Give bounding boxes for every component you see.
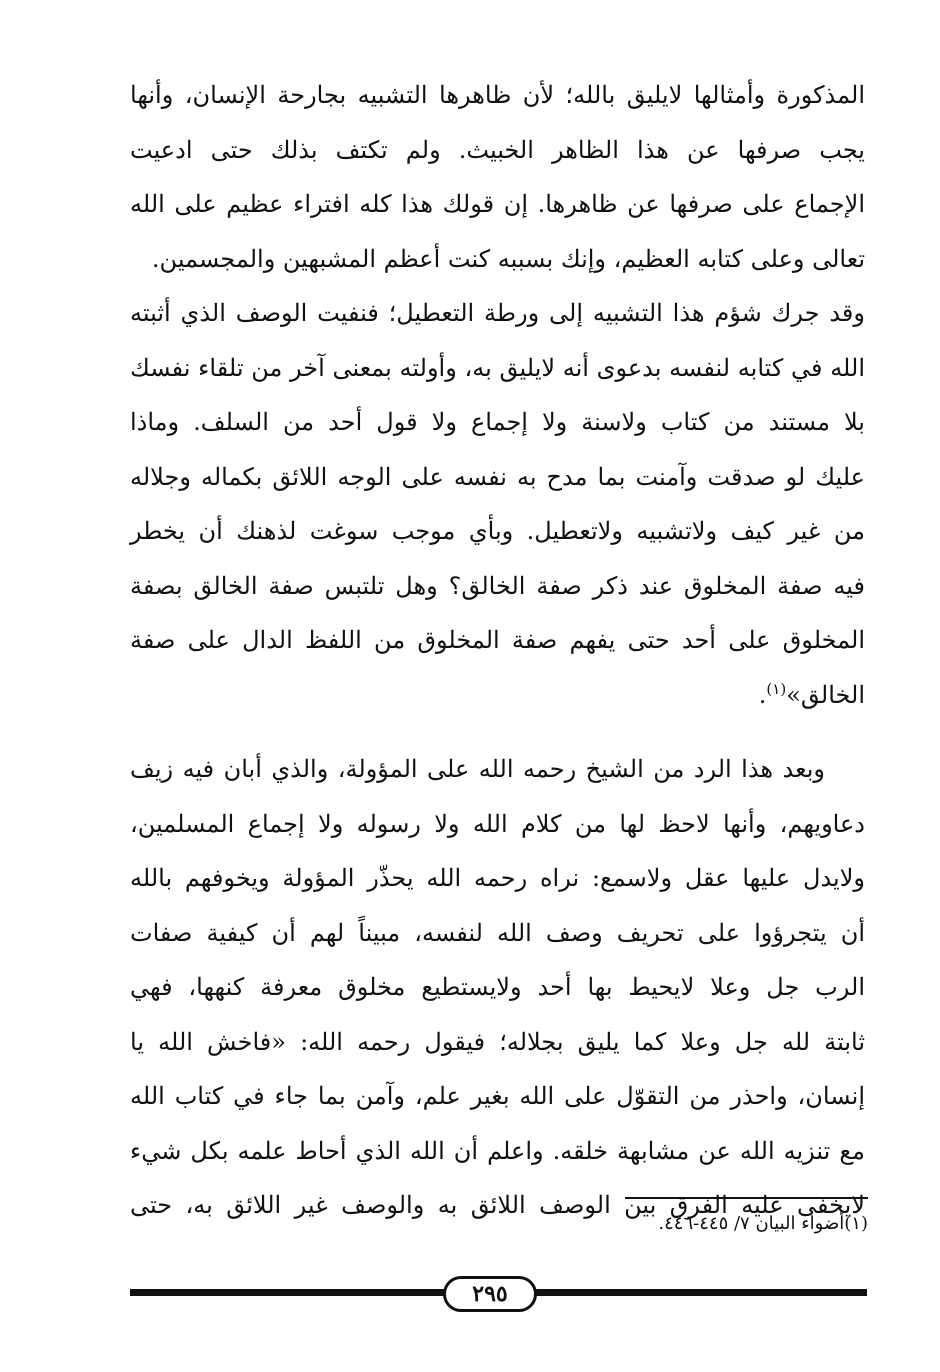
text-fragment: . — [758, 680, 767, 709]
text-line: من غير كيف ولاتشبيه ولاتعطيل. وبأي موجب سوغت لذهنك أن يخطر — [130, 517, 865, 545]
text-line: الإجماع على صرفها عن ظاهرها. إن قولك هذا كله افتراء عظيم على الله — [130, 190, 865, 218]
paragraph — [130, 742, 865, 1233]
text-line: مع تنزيه الله عن مشابهة خلقه. واعلم أن الله الذي أحاط علمه بكل شيء — [130, 1136, 865, 1165]
text-line: الرب جل وعلا لايحيط بها أحد ولايستطيع مخلوق معرفة كنهها، فهي — [130, 973, 865, 1001]
text-line: دعاويهم، وأنها لاحظ لها من كلام الله ولا رسوله ولا إجماع المسلمين، — [130, 809, 865, 838]
footnote-reference: (١) — [766, 679, 787, 698]
footnote-divider — [625, 1197, 868, 1199]
text-line: عليك لو صدقت وآمنت بما مدح به نفسه على الوجه اللائق بكماله وجلاله — [130, 462, 865, 491]
text-line: وبعد هذا الرد من الشيخ رحمه الله على المؤولة، والذي أبان فيه زيف — [130, 755, 825, 783]
text-line: إنسان، واحذر من التقوّل على الله بغير علم، وآمن بما جاء في كتاب الله — [130, 1082, 865, 1110]
text-line: ثابتة لله جل وعلا كما يليق بجلاله؛ فيقول رحمه الله: «فاخش الله يا — [130, 1027, 865, 1056]
footnote: (١)أضواء البيان ٧/ ٤٤٥-٤٤٦. — [658, 1213, 868, 1234]
text-line: فيه صفة المخلوق عند ذكر صفة الخالق؟ وهل تلتبس صفة الخالق بصفة — [130, 571, 865, 600]
paragraph — [130, 68, 865, 722]
page-body — [130, 68, 865, 1233]
text-line: يجب صرفها عن هذا الظاهر الخبيث. ولم تكتف بذلك حتى ادعيت — [130, 135, 865, 164]
text-line — [130, 668, 865, 723]
text-fragment: الخالق» — [786, 680, 865, 709]
text-line: المخلوق على أحد حتى يفهم صفة المخلوق من اللفظ الدال على صفة — [130, 626, 865, 654]
text-line: تعالى وعلى كتابه العظيم، وإنك بسببه كنت أعظم المشبهين والمجسمين. — [151, 244, 865, 273]
text-line: بلا مستند من كتاب ولاسنة ولا إجماع ولا قول أحد من السلف. وماذا — [130, 408, 865, 436]
text-line: لايخفى عليه الفرق بين الوصف اللائق به والوصف غير اللائق به، حتى — [130, 1191, 865, 1219]
text-line: الله في كتابه لنفسه بدعوى أنه لايليق به، وأولته بمعنى آخر من تلقاء نفسك — [130, 353, 865, 382]
text-line: ولايدل عليها عقل ولاسمع: نراه رحمه الله يحذّر المؤولة ويخوفهم بالله — [130, 864, 865, 892]
text-line: أن يتجرؤوا على تحريف وصف الله لنفسه، مبيناً لهم أن كيفية صفات — [130, 918, 865, 947]
text-line: المذكورة وأمثالها لايليق بالله؛ لأن ظاهرها التشبيه بجارحة الإنسان، وأنها — [130, 81, 865, 109]
page-number: ٢٩٥ — [443, 1276, 537, 1312]
text-line: وقد جرك شؤم هذا التشبيه إلى ورطة التعطيل؛ فنفيت الوصف الذي أثبته — [130, 299, 865, 327]
